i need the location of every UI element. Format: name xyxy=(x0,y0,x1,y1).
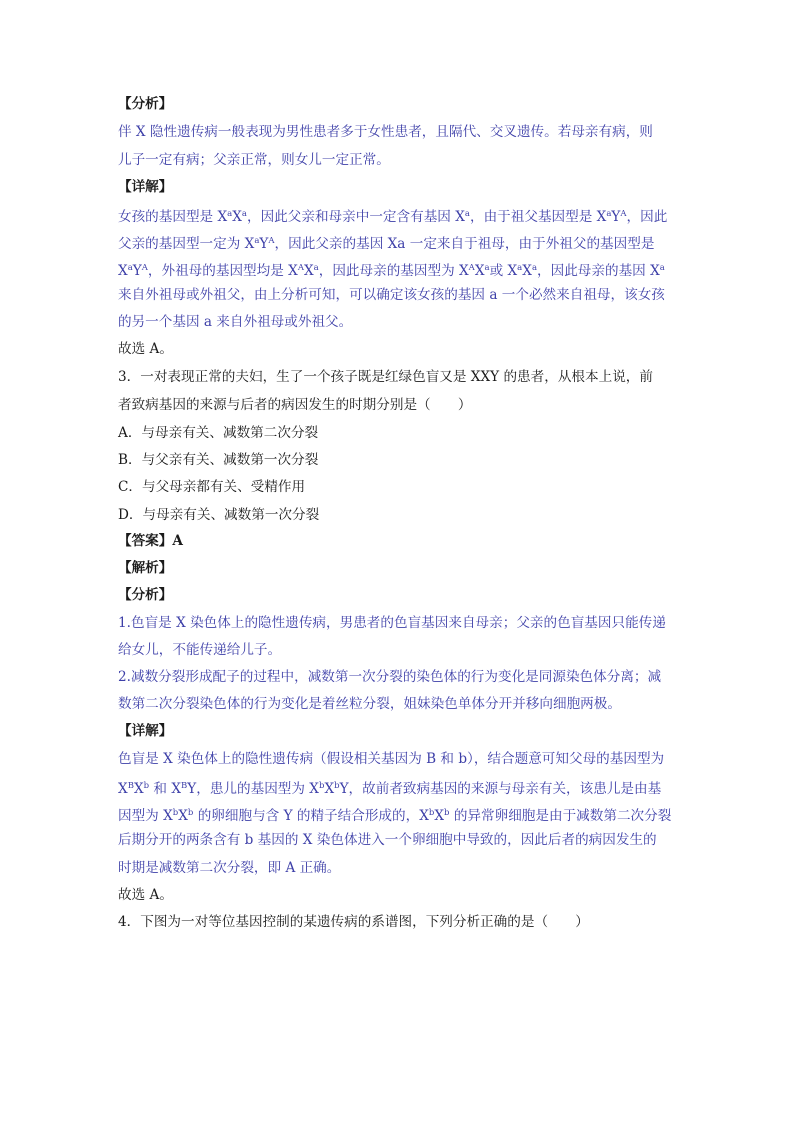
option-d: D．与母亲有关、减数第一次分裂 xyxy=(118,507,320,523)
conclusion: 故选 A。 xyxy=(118,341,173,357)
question-stem: 4．下图为一对等位基因控制的某遗传病的系谱图，下列分析正确的是（ ） xyxy=(118,914,589,930)
detail-line: 时期是减数第二次分裂，即 A 正确。 xyxy=(118,860,341,876)
detail-line: 的另一个基因 a 来自外祖母或外祖父。 xyxy=(118,314,353,330)
section-heading-explanation: 【解析】 xyxy=(118,560,173,576)
option-b: B．与父亲有关、减数第一次分裂 xyxy=(118,452,319,468)
analysis-line: 伴 X 隐性遗传病一般表现为男性患者多于女性患者，且隔代、交叉遗传。若母亲有病，则 xyxy=(118,124,653,140)
question-stem: 者致病基因的来源与后者的病因发生的时期分别是（ ） xyxy=(118,397,472,413)
detail-line: 女孩的基因型是 $X^aX^a$，因此父亲和母亲中一定含有基因 $X^a$，由于祖父基因型是 $X^aY^A$，因此 xyxy=(118,209,668,225)
section-heading-detail: 【详解】 xyxy=(118,179,173,195)
option-c: C．与父母亲都有关、受精作用 xyxy=(118,479,306,495)
analysis-line: 数第二次分裂染色体的行为变化是着丝粒分裂，姐妹染色单体分开并移向细胞两极。 xyxy=(118,696,621,712)
detail-line: 来自外祖母或外祖父，由上分析可知，可以确定该女孩的基因 a 一个必然来自祖母，该女孩 xyxy=(118,287,665,303)
analysis-line: 儿子一定有病；父亲正常，则女儿一定正常。 xyxy=(118,152,390,168)
question-stem: 3．一对表现正常的夫妇，生了一个孩子既是红绿色盲又是 XXY 的患者，从根本上说，前 xyxy=(118,369,653,385)
answer: 【答案】A xyxy=(118,533,183,549)
detail-line: 父亲的基因型一定为 $X^aY^A$，因此父亲的基因 Xa 一定来自于祖母，由于外祖父的基因型是 xyxy=(118,236,655,252)
detail-line: 后期分开的两条含有 b 基因的 X 染色体进入一个卵细胞中导致的，因此后者的病因发生的 xyxy=(118,832,657,848)
detail-line: $X^BX^b$ 和 $X^BY$，患儿的基因型为 $X^bX^bY$，故前者致病基因的来源与母亲有关，该患儿是由基 xyxy=(118,781,662,797)
analysis-line: 1.色盲是 X 染色体上的隐性遗传病，男患者的色盲基因来自母亲；父亲的色盲基因只能传递 xyxy=(118,615,666,631)
section-heading-analysis: 【分析】 xyxy=(118,587,173,603)
section-heading-detail: 【详解】 xyxy=(118,723,173,739)
detail-line: 色盲是 X 染色体上的隐性遗传病（假设相关基因为 B 和 b），结合题意可知父母的基因型为 xyxy=(118,751,665,767)
conclusion: 故选 A。 xyxy=(118,887,173,903)
section-heading-analysis: 【分析】 xyxy=(118,96,173,112)
detail-line: 因型为 $X^bX^b$ 的卵细胞与含 Y 的精子结合形成的，$X^bX^b$ 的异常卵细胞是由于减数第二次分裂 xyxy=(118,808,672,824)
analysis-line: 2.减数分裂形成配子的过程中，减数第一次分裂的染色体的行为变化是同源染色体分离；减 xyxy=(118,669,662,685)
detail-line: $X^aY^A$，外祖母的基因型均是 $X^AX^a$，因此母亲的基因型为 $X^AX^a$或 $X^aX^a$，因此母亲的基因 $X^a$ xyxy=(118,263,665,279)
analysis-line: 给女儿，不能传递给儿子。 xyxy=(118,642,282,658)
option-a: A．与母亲有关、减数第二次分裂 xyxy=(118,425,319,441)
